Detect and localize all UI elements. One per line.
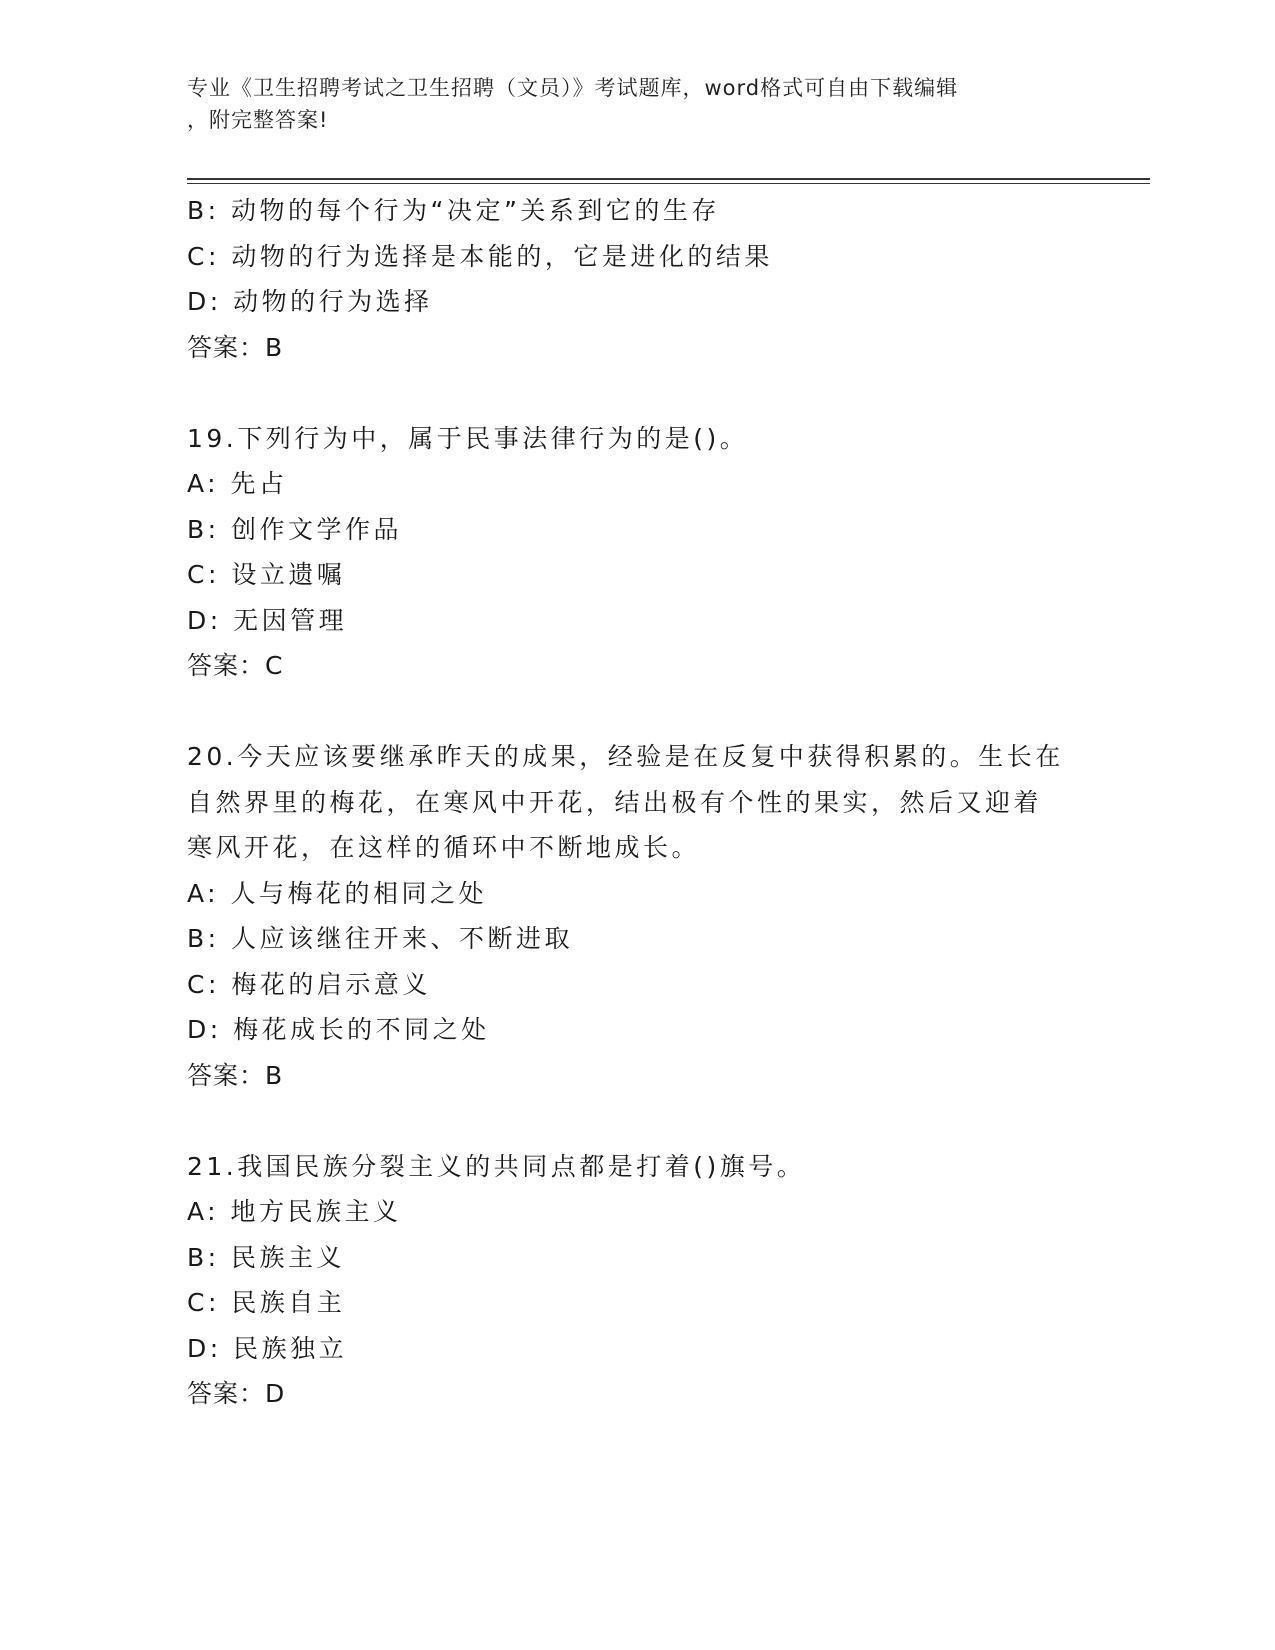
spacer — [187, 689, 1087, 735]
option-d: D: 民族独立 — [187, 1333, 348, 1363]
option-a: A: 人与梅花的相同之处 — [187, 878, 488, 908]
answer: 答案：B — [187, 332, 284, 362]
question-stem: 19.下列行为中，属于民事法律行为的是()。 — [187, 423, 749, 453]
option-d: D: 动物的行为选择 — [187, 287, 433, 316]
option-c: C: 动物的行为选择是本能的，它是进化的结果 — [187, 241, 773, 271]
question-list — [187, 188, 1087, 1417]
option-b: B: 动物的每个行为“决定”关系到它的生存 — [187, 196, 720, 225]
header-rule-thick — [187, 178, 1150, 180]
option-d: D: 梅花成长的不同之处 — [187, 1015, 490, 1044]
option-d: D: 无因管理 — [187, 605, 348, 635]
document-header — [187, 72, 1067, 136]
question-stem-line-3: 寒风开花，在这样的循环中不断地成长。 — [187, 833, 701, 862]
header-rule-thin — [187, 183, 1150, 184]
question-stem: 21.我国民族分裂主义的共同点都是打着()旗号。 — [187, 1151, 806, 1181]
option-b: B: 人应该继往开来、不断进取 — [187, 924, 574, 953]
header-line-2: ，附完整答案! — [187, 108, 329, 132]
answer: 答案：C — [187, 651, 284, 680]
option-a: A: 先占 — [187, 469, 288, 498]
option-c: C: 设立遗嘱 — [187, 560, 346, 589]
option-b: B: 创作文学作品 — [187, 514, 403, 544]
answer: 答案：D — [187, 1379, 286, 1408]
answer: 答案：B — [187, 1060, 284, 1090]
option-b: B: 民族主义 — [187, 1242, 346, 1272]
option-c: C: 梅花的启示意义 — [187, 969, 431, 999]
question-stem-line-2: 自然界里的梅花，在寒风中开花，结出极有个性的果实，然后又迎着 — [187, 787, 1043, 817]
question-18 — [187, 188, 1087, 370]
header-line-1: 专业《卫生招聘考试之卫生招聘（文员）》考试题库，word格式可自由下载编辑 — [187, 76, 959, 100]
option-c: C: 民族自主 — [187, 1288, 346, 1317]
question-19 — [187, 416, 1087, 689]
question-20 — [187, 734, 1087, 1098]
question-21 — [187, 1144, 1087, 1417]
spacer — [187, 370, 1087, 416]
question-stem-line-1: 20.今天应该要继承昨天的成果，经验是在反复中获得积累的。生长在 — [187, 742, 1064, 771]
option-a: A: 地方民族主义 — [187, 1197, 402, 1226]
spacer — [187, 1098, 1087, 1144]
